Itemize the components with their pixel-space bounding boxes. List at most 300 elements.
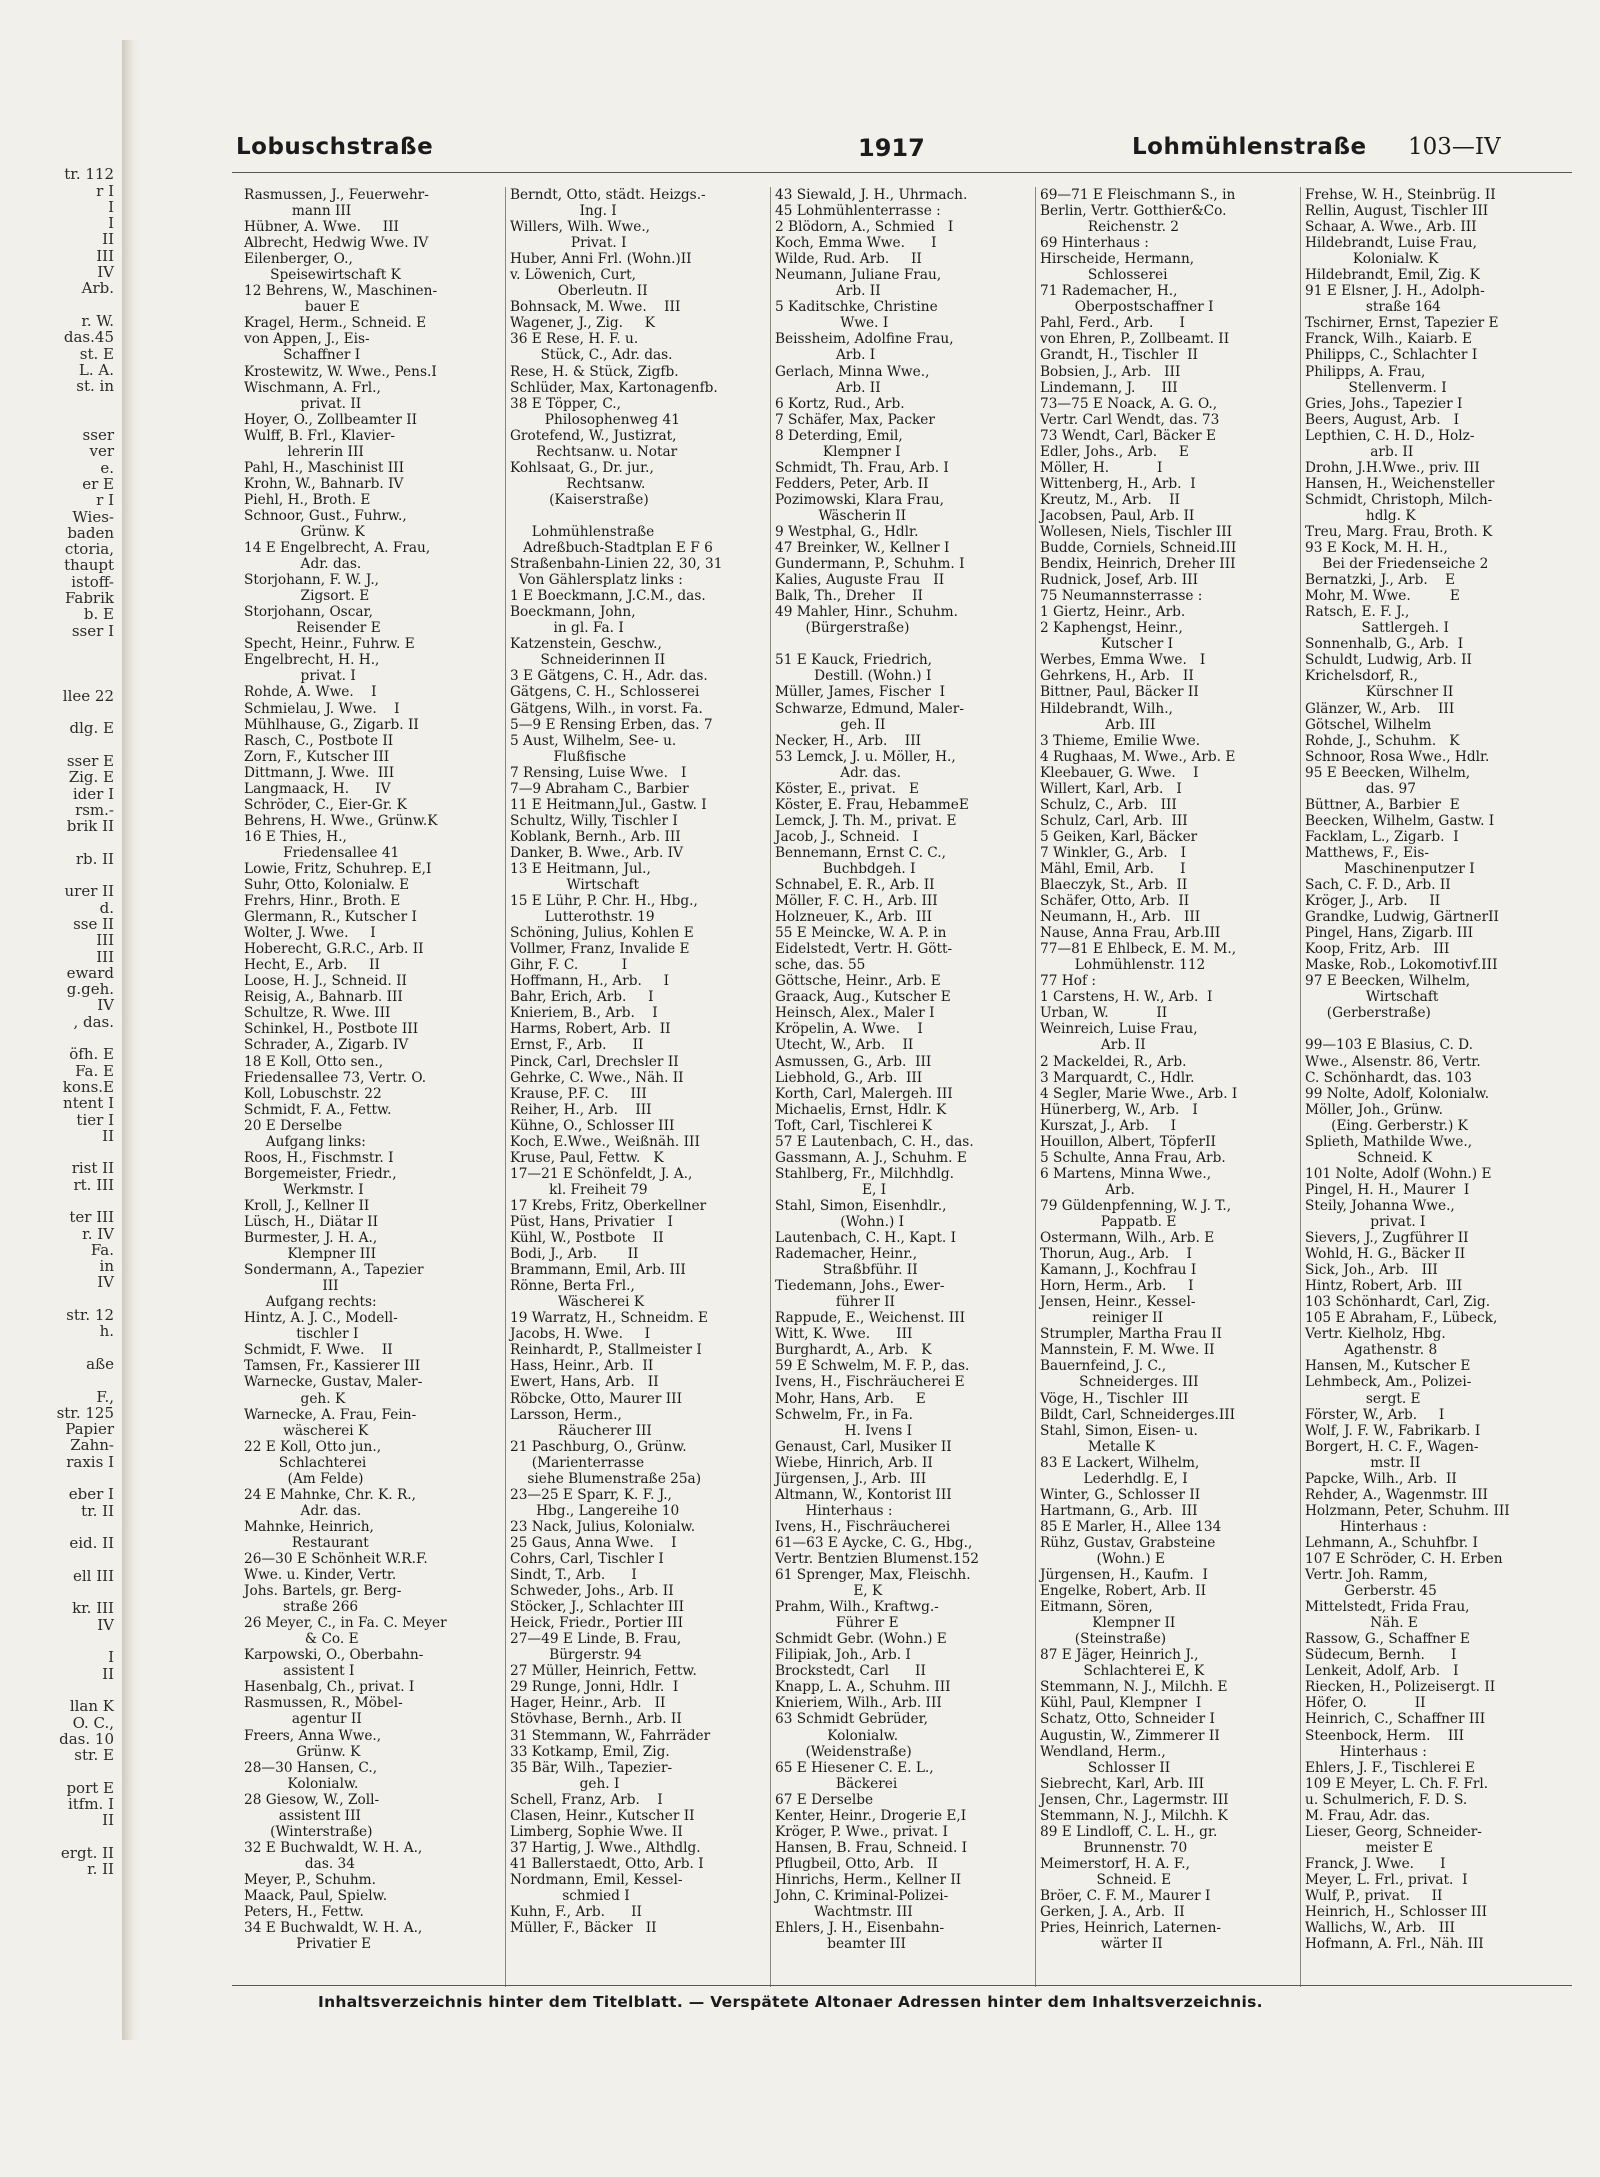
directory-entry: Rassow, G., Schaffner E [1305, 1631, 1470, 1648]
directory-entry: Jensen, Chr., Lagermstr. III [1040, 1791, 1229, 1808]
strip-line: Fabrik [65, 589, 114, 608]
directory-entry: Clasen, Heinr., Kutscher II [510, 1807, 695, 1824]
directory-entry: Möller, H. I [1040, 459, 1163, 476]
directory-entry: 33 Kotkamp, Emil, Zig. [510, 1743, 670, 1760]
strip-line: F., [96, 1387, 114, 1406]
strip-line [0, 1584, 118, 1600]
directory-entry: 101 Nolte, Adolf (Wohn.) E [1305, 1165, 1492, 1182]
directory-entry: das. 34 [244, 1855, 355, 1872]
directory-entry: 69—71 E Fleischmann S., in [1040, 187, 1236, 203]
directory-entry: Lowie, Fritz, Schuhrep. E,I [244, 860, 432, 877]
directory-entry: (Gerberstraße) [1305, 1005, 1431, 1022]
header-page-number: 103—IV [1408, 134, 1501, 160]
directory-entry: Kamann, J., Kochfrau I [1040, 1262, 1197, 1279]
strip-line: e. [100, 458, 114, 477]
directory-entry: Hinterhaus : [1305, 1518, 1427, 1535]
strip-line: itfm. I [67, 1794, 114, 1813]
footer-rule [232, 1985, 1572, 1986]
directory-entry: 5 Aust, Wilhelm, See- u. [510, 732, 677, 749]
directory-entry: Kröger, P. Wwe., privat. I [775, 1823, 948, 1840]
directory-entry: Kragel, Herm., Schneid. E [244, 315, 427, 332]
directory-entry: Schinkel, H., Postbote III [244, 1021, 419, 1038]
directory-entry: Limberg, Sophie Wwe. II [510, 1823, 683, 1840]
directory-entry: John, C. Kriminal-Polizei- [775, 1887, 949, 1904]
strip-line [0, 639, 118, 655]
directory-entry: 24 E Mahnke, Chr. K. R., [244, 1486, 416, 1503]
directory-entry: Johs. Bartels, gr. Berg- [244, 1583, 402, 1600]
directory-entry: Wohld, H. G., Bäcker II [1305, 1246, 1466, 1263]
directory-entry: Knapp, L. A., Schuhm. III [775, 1679, 951, 1696]
directory-entry: Fedders, Peter, Arb. II [775, 475, 929, 492]
directory-entry: 55 E Meincke, W. A. P. in [775, 925, 947, 942]
directory-entry: Schultze, R. Wwe. III [244, 1005, 391, 1022]
directory-entry: Rechtsanw. [510, 475, 646, 492]
strip-line [0, 297, 118, 313]
directory-entry: 5 Kaditschke, Christine [775, 299, 938, 316]
directory-entry: Tamsen, Fr., Kassierer III [244, 1358, 421, 1375]
directory-entry: Knieriem, Wilh., Arb. III [775, 1695, 942, 1712]
directory-entry: 21 Paschburg, O., Grünw. [510, 1438, 687, 1455]
directory-entry: Altmann, W., Kontorist III [775, 1486, 952, 1503]
directory-entry: Hildebrandt, Emil, Zig. K [1305, 267, 1480, 284]
directory-column-2 [505, 187, 764, 1987]
directory-entry: Mohr, M. Wwe. E [1305, 588, 1460, 605]
directory-entry: Stahl, Simon, Eisen- u. [1040, 1422, 1198, 1439]
strip-line: I [108, 1648, 114, 1667]
directory-entry: Bildt, Carl, Schneiderges.III [1040, 1406, 1236, 1423]
strip-line: st. E [79, 344, 114, 363]
directory-entry: 71 Rademacher, H., [1040, 283, 1178, 300]
directory-entry: Piehl, H., Broth. E [244, 491, 371, 508]
directory-entry: Wäscherin II [775, 507, 907, 524]
directory-entry: Wischmann, A. Frl., [244, 379, 381, 396]
directory-entry: 45 Lohmühlenterrasse : [775, 203, 941, 220]
strip-line: llee 22 [62, 686, 114, 705]
directory-entry: Vöge, H., Tischler III [1040, 1390, 1189, 1407]
directory-entry: Stahlberg, Fr., Milchhdlg. [775, 1165, 955, 1182]
directory-entry: 5 Geiken, Karl, Bäcker [1040, 828, 1198, 845]
directory-entry: 36 E Rese, H. F. u. [510, 331, 639, 348]
directory-entry: Grünw. K [244, 523, 365, 540]
directory-entry: 28 Giesow, W., Zoll- [244, 1791, 380, 1808]
directory-entry: Adr. das. [244, 556, 362, 573]
directory-entry: Buchbdgeh. I [775, 860, 916, 877]
directory-entry: 1 Giertz, Heinr., Arb. [1040, 604, 1186, 621]
directory-entry: u. Schulmerich, F. D. S. [1305, 1791, 1468, 1808]
directory-entry: Bodi, J., Arb. II [510, 1246, 639, 1263]
page-header [230, 134, 1560, 166]
directory-entry: 20 E Derselbe [244, 1117, 343, 1134]
strip-line: in [99, 1257, 114, 1276]
directory-entry: Mittelstedt, Frida Frau, [1305, 1599, 1470, 1616]
directory-entry: 79 Güldenpfenning, W. J. T., [1040, 1197, 1232, 1214]
directory-entry: Sievers, J., Zugführer II [1305, 1230, 1469, 1247]
directory-entry: Krause, P.F. C. III [510, 1085, 647, 1102]
directory-entry: Klempner III [244, 1246, 376, 1263]
directory-entry: Straßbführ. II [775, 1262, 918, 1279]
directory-entry: Kolonialw. K [1305, 251, 1439, 268]
directory-entry: (Eing. Gerberstr.) K [1305, 1117, 1468, 1134]
strip-line: eward [66, 963, 114, 982]
directory-entry: Danker, B. Wwe., Arb. IV [510, 844, 683, 861]
strip-line [0, 394, 118, 410]
directory-entry: Bäckerei [775, 1775, 898, 1792]
directory-entry: Glänzer, W., Arb. III [1305, 700, 1455, 717]
strip-line: raxis I [66, 1452, 114, 1471]
directory-entry: Hasenbalg, Ch., privat. I [244, 1679, 415, 1696]
directory-entry: Strumpler, Martha Frau II [1040, 1326, 1222, 1343]
directory-entry: Stellenverm. I [1305, 379, 1447, 396]
strip-line: r I [96, 181, 114, 200]
directory-entry: Stahl, Simon, Eisenhdlr., [775, 1197, 947, 1214]
directory-entry: Neumann, Juliane Frau, [775, 267, 942, 284]
directory-entry: Franck, J. Wwe. I [1305, 1855, 1446, 1872]
directory-entry: Wirtschaft [510, 877, 640, 894]
directory-entry: Schneiderinnen II [510, 652, 666, 669]
directory-entry: Utecht, W., Arb. II [775, 1037, 914, 1054]
directory-entry: Hoffmann, H., Arb. I [510, 973, 670, 990]
directory-entry: Hirscheide, Hermann, [1040, 251, 1195, 268]
directory-entry: Lemck, J. Th. M., privat. E [775, 812, 957, 829]
directory-entry: Pries, Heinrich, Laternen- [1040, 1920, 1222, 1937]
strip-line: öfh. E [69, 1045, 114, 1064]
strip-line: istoff- [71, 572, 114, 591]
directory-entry: Harms, Robert, Arb. II [510, 1021, 671, 1038]
directory-entry: 38 E Töpper, C., [510, 395, 622, 412]
strip-line: rist II [71, 1159, 114, 1178]
directory-entry: Roos, H., Fischmstr. I [244, 1149, 394, 1166]
directory-entry [506, 508, 764, 524]
directory-entry: Papcke, Wilh., Arb. II [1305, 1470, 1457, 1487]
directory-entry: 26—30 E Schönheit W.R.F. [244, 1550, 428, 1567]
directory-entry: Reisender E [244, 620, 381, 637]
directory-entry: 32 E Buchwaldt, W. H. A., [244, 1839, 423, 1856]
strip-line: III [96, 931, 114, 950]
strip-line: brik II [66, 817, 114, 836]
directory-entry: 53 Lemck, J. u. Möller, H., [775, 748, 956, 765]
directory-entry: Hintz, A. J. C., Modell- [244, 1310, 398, 1327]
directory-entry: Flußfische [510, 748, 627, 765]
directory-entry: Hoyer, O., Zollbeamter II [244, 411, 418, 428]
strip-line: ell III [72, 1566, 114, 1585]
directory-entry: 17—21 E Schönfeldt, J. A., [510, 1165, 693, 1182]
directory-entry: Adreßbuch-Stadtplan E F 6 [510, 540, 713, 557]
directory-entry: Metalle K [1040, 1438, 1156, 1455]
directory-entry: Sonnenhalb, G., Arb. I [1305, 636, 1464, 653]
directory-entry: 107 E Schröder, C. H. Erben [1305, 1550, 1503, 1567]
strip-line [0, 1552, 118, 1568]
directory-entry: Kuhn, F., Arb. II [510, 1904, 642, 1921]
directory-entry: 31 Stemmann, W., Fahrräder [510, 1727, 711, 1744]
directory-entry: Hbg., Langereihe 10 [510, 1502, 680, 1519]
directory-entry: Glermann, R., Kutscher I [244, 909, 417, 926]
directory-entry: Schmidt, Th. Frau, Arb. I [775, 459, 949, 476]
strip-line: d. [99, 898, 114, 917]
directory-entry: Necker, H., Arb. III [775, 732, 922, 749]
directory-entry: privat. II [244, 395, 362, 412]
strip-line [0, 867, 118, 883]
directory-entry: Koblank, Bernh., Arb. III [510, 828, 681, 845]
directory-entry: Schrader, A., Zigarb. IV [244, 1037, 409, 1054]
directory-entry: 57 E Lautenbach, C. H., das. [775, 1133, 974, 1150]
directory-entry: Nause, Anna Frau, Arb.III [1040, 925, 1221, 942]
directory-entry: 2 Kaphengst, Heinr., [1040, 620, 1183, 637]
directory-entry: Eitmann, Sören, [1040, 1599, 1153, 1616]
directory-entry: 89 E Lindloff, C. L. H., gr. [1040, 1823, 1218, 1840]
strip-line: rb. II [75, 849, 114, 868]
directory-entry: wäscherei K [244, 1422, 369, 1439]
directory-entry: Storjohann, F. W. J., [244, 572, 380, 589]
directory-entry: Mohr, Hans, Arb. E [775, 1390, 926, 1407]
directory-entry: Schneiderges. III [1040, 1374, 1199, 1391]
directory-entry: meister E [1305, 1839, 1433, 1856]
directory-entry: straße 164 [1305, 299, 1441, 316]
directory-entry: H. Ivens I [775, 1422, 913, 1439]
strip-line [0, 1372, 118, 1388]
directory-entry: privat. I [1305, 1214, 1426, 1230]
strip-line: er E [82, 474, 114, 493]
strip-line [0, 1829, 118, 1845]
directory-entry: Kutscher I [1040, 636, 1174, 653]
directory-entry: Stöcker, J., Schlachter III [510, 1599, 684, 1616]
header-right-street: Lohmühlenstraße [1132, 134, 1367, 160]
directory-entry: 1 E Boeckmann, J.C.M., das. [510, 588, 706, 605]
directory-entry: Reiher, H., Arb. III [510, 1101, 652, 1118]
directory-entry: Rühz, Gustav, Grabsteine [1040, 1534, 1216, 1551]
directory-entry: von Appen, J., Eis- [244, 331, 370, 348]
directory-entry: Koop, Fritz, Arb. III [1305, 941, 1450, 958]
directory-entry: Aufgang rechts: [244, 1294, 377, 1311]
directory-entry: Röbcke, Otto, Maurer III [510, 1390, 682, 1407]
directory-entry: Frehse, W. H., Steinbrüg. II [1305, 187, 1496, 203]
directory-columns [240, 187, 1580, 1987]
strip-line: das. 10 [59, 1729, 114, 1748]
directory-entry: Wirtschaft [1305, 989, 1439, 1006]
directory-entry: Schlachterei E, K [1040, 1663, 1205, 1680]
directory-entry: Brammann, Emil, Arb. III [510, 1262, 686, 1279]
directory-entry: Bernatzki, J., Arb. E [1305, 572, 1456, 589]
directory-entry: 3 Marquardt, C., Hdlr. [1040, 1069, 1195, 1086]
strip-line: r I [96, 491, 114, 510]
directory-entry: 28—30 Hansen, C., [244, 1759, 378, 1776]
directory-entry: Kenter, Heinr., Drogerie E,I [775, 1807, 967, 1824]
directory-entry: Matthews, F., Eis- [1305, 844, 1429, 861]
directory-entry: Koll, Lobuschstr. 22 [244, 1085, 382, 1102]
directory-entry: Rellin, August, Tischler III [1305, 203, 1489, 220]
directory-entry: Kühl, Paul, Klempner I [1040, 1695, 1202, 1712]
directory-entry: Schuldt, Ludwig, Arb. II [1305, 652, 1472, 669]
directory-entry: Lutterothstr. 19 [510, 909, 655, 926]
directory-entry: Langmaack, H. IV [244, 780, 391, 797]
strip-line [0, 1340, 118, 1356]
directory-entry: Wolf, J. F. W., Fabrikarb. I [1305, 1422, 1481, 1439]
directory-entry: 7 Winkler, G., Arb. I [1040, 844, 1187, 861]
directory-entry: Hager, Heinr., Arb. II [510, 1695, 666, 1712]
directory-entry: Grünw. K [244, 1743, 361, 1760]
strip-line [0, 1030, 118, 1046]
strip-line: Fa. E [75, 1061, 114, 1080]
directory-entry: das. 97 [1305, 780, 1416, 797]
directory-entry: 17 Krebs, Fritz, Oberkellner [510, 1197, 707, 1214]
directory-entry: (Marienterrasse [510, 1454, 645, 1471]
directory-entry: Göttsche, Heinr., Arb. E [775, 973, 941, 990]
directory-column-5 [1300, 187, 1559, 1987]
directory-entry: 25 Gaus, Anna Wwe. I [510, 1534, 677, 1551]
directory-entry: Schaffner I [244, 347, 361, 364]
directory-entry: Jürgensen, H., Kaufm. I [1040, 1567, 1208, 1584]
directory-entry: assistent I [244, 1663, 355, 1680]
directory-entry: Kolonialw. [775, 1727, 899, 1744]
directory-entry: Gerberstr. 45 [1305, 1583, 1437, 1600]
directory-entry: Müller, F., Bäcker II [510, 1920, 657, 1937]
directory-entry: Rese, H. & Stück, Zigfb. [510, 363, 679, 380]
directory-entry: Schröder, C., Eier-Gr. K [244, 796, 407, 813]
directory-entry: Hartmann, G., Arb. III [1040, 1502, 1198, 1519]
directory-entry: v. Löwenich, Curt, [510, 267, 637, 284]
directory-entry: Mannstein, F. M. Wwe. II [1040, 1342, 1215, 1359]
strip-line: ntent I [63, 1094, 114, 1113]
directory-entry: 85 E Marler, H., Allee 134 [1040, 1518, 1222, 1535]
directory-entry: Zorn, F., Kutscher III [244, 748, 390, 765]
directory-entry: Schlosser II [1040, 1759, 1171, 1776]
directory-entry: Meyer, P., Schuhm. [244, 1871, 376, 1888]
directory-entry: Lohmühlenstraße [510, 523, 655, 540]
directory-entry: geh. K [244, 1390, 346, 1407]
directory-entry: C. Schönhardt, das. 103 [1305, 1069, 1472, 1086]
directory-entry: Neumann, H., Arb. III [1040, 909, 1201, 926]
strip-line: I [108, 214, 114, 233]
directory-entry: führer II [775, 1294, 895, 1311]
directory-entry: Destill. (Wohn.) I [775, 668, 932, 685]
directory-entry: 7—9 Abraham C., Barbier [510, 780, 689, 797]
directory-entry: Hansen, H., Weichensteller [1305, 475, 1495, 492]
strip-line: r. II [87, 1860, 114, 1879]
directory-entry: Willers, Wilh. Wwe., [510, 219, 651, 236]
directory-entry: Tschirner, Ernst, Tapezier E [1305, 315, 1499, 332]
directory-entry: Schneid. E [1040, 1871, 1172, 1888]
directory-entry: agentur II [244, 1711, 362, 1728]
directory-entry: Brockstedt, Carl II [775, 1663, 926, 1680]
directory-entry: siehe Blumenstraße 25a) [510, 1470, 702, 1487]
directory-entry: Lehmbeck, Am., Polizei- [1305, 1374, 1472, 1391]
strip-line: IV [97, 1273, 114, 1292]
directory-entry: Steily, Johanna Wwe., [1305, 1197, 1455, 1214]
directory-entry: Schmidt, F. Wwe. II [244, 1342, 393, 1359]
directory-entry: Lepthien, C. H. D., Holz- [1305, 427, 1475, 444]
strip-line [0, 704, 118, 720]
directory-entry: Rademacher, Heinr., [775, 1246, 918, 1263]
directory-entry: Gassmann, A. J., Schuhm. E [775, 1149, 967, 1166]
directory-entry: bauer E [244, 299, 360, 316]
directory-entry: Urban, W. II [1040, 1005, 1168, 1022]
directory-entry: Willert, Karl, Arb. I [1040, 780, 1182, 797]
directory-entry: Lindemann, J. III [1040, 379, 1178, 396]
directory-entry: Rasch, C., Postbote II [244, 732, 394, 749]
directory-entry: Pingel, Hans, Zigarb. III [1305, 925, 1474, 942]
directory-entry: 95 E Beecken, Wilhelm, [1305, 764, 1471, 781]
directory-entry: Huber, Anni Frl. (Wohn.)II [510, 251, 692, 268]
directory-entry: 16 E Thies, H., [244, 828, 347, 845]
directory-entry: Schmidt, F. A., Fettw. [244, 1101, 392, 1118]
directory-entry: 43 Siewald, J. H., Uhrmach. [775, 187, 968, 203]
strip-line: rsm.- [75, 800, 114, 819]
directory-entry: (Am Felde) [244, 1470, 364, 1487]
directory-entry: 11 E Heitmann,Jul., Gastw. I [510, 796, 707, 813]
directory-entry: Cohrs, Carl, Tischler I [510, 1550, 664, 1567]
directory-entry: Jacobs, H. Wwe. I [510, 1326, 651, 1343]
directory-entry: 97 E Beecken, Wilhelm, [1305, 973, 1471, 990]
strip-line: sser I [71, 621, 114, 640]
directory-entry: Stemmann, N. J., Milchh. K [1040, 1807, 1228, 1824]
directory-entry: Rudnick, Josef, Arb. III [1040, 572, 1198, 589]
strip-line: Fa. [90, 1240, 114, 1259]
directory-entry: Beecken, Wilhelm, Gastw. I [1305, 812, 1495, 829]
directory-entry: Götschel, Wilhelm [1305, 716, 1432, 733]
directory-entry: 5—9 E Rensing Erben, das. 7 [510, 716, 713, 733]
directory-entry: Koch, E.Wwe., Weißnäh. III [510, 1133, 700, 1150]
directory-entry: Rehder, A., Wagenmstr. III [1305, 1486, 1488, 1503]
directory-entry: Wiebe, Hinrich, Arb. II [775, 1454, 933, 1471]
directory-entry: 9 Westphal, G., Hdlr. [775, 523, 919, 540]
directory-entry: reiniger II [1040, 1310, 1163, 1327]
directory-entry: Pinck, Carl, Drechsler II [510, 1053, 679, 1070]
header-left-street: Lobuschstraße [236, 134, 434, 160]
directory-entry: Wwe. u. Kinder, Vertr. [244, 1567, 397, 1584]
directory-entry: Suhr, Otto, Kolonialw. E [244, 877, 410, 894]
directory-entry: Beers, August, Arb. I [1305, 411, 1460, 428]
strip-line: kons.E [62, 1077, 114, 1096]
directory-entry: Rasmussen, J., Feuerwehr- [244, 187, 429, 203]
strip-line: str. E [74, 1746, 114, 1765]
strip-line: baden [67, 523, 114, 542]
directory-entry: Treu, Marg. Frau, Broth. K [1305, 523, 1493, 540]
directory-entry: Burmester, J. H. A., [244, 1230, 378, 1247]
directory-entry: Ernst, F., Arb. II [510, 1037, 644, 1054]
directory-entry: 63 Schmidt Gebrüder, [775, 1711, 929, 1728]
directory-entry: Gries, Johs., Tapezier I [1305, 395, 1463, 412]
strip-line: ver [89, 442, 114, 461]
directory-entry: Philipps, C., Schlachter I [1305, 347, 1478, 364]
directory-entry: Meimerstorf, H. A. F., [1040, 1855, 1190, 1872]
directory-entry: Müller, James, Fischer I [775, 684, 946, 701]
directory-entry: Behrens, H. Wwe., Grünw.K [244, 812, 438, 829]
directory-entry: Pahl, Ferd., Arb. I [1040, 315, 1185, 332]
strip-line [0, 1763, 118, 1779]
directory-entry: (Steinstraße) [1040, 1631, 1167, 1648]
strip-line [0, 1519, 118, 1535]
directory-entry: 8 Deterding, Emil, [775, 427, 903, 444]
directory-entry: sche, das. 55 [775, 957, 866, 974]
directory-entry: Bauernfeind, J. C., [1040, 1358, 1167, 1375]
directory-entry: wärter II [1040, 1936, 1163, 1953]
strip-line: I [108, 197, 114, 216]
strip-line: b. E [83, 605, 114, 624]
directory-entry: Genaust, Carl, Musiker II [775, 1438, 952, 1455]
directory-entry: Sattlergeh. I [1305, 620, 1449, 637]
directory-entry: 2 Blödorn, A., Schmied I [775, 219, 954, 236]
directory-entry: Rohde, A. Wwe. I [244, 684, 377, 701]
directory-column-3 [770, 187, 1029, 1987]
directory-entry: Wolter, J. Wwe. I [244, 925, 376, 942]
directory-entry: Pozimowski, Klara Frau, [775, 491, 945, 508]
strip-line: llan K [69, 1697, 114, 1716]
directory-entry: Zigsort. E [244, 588, 370, 605]
directory-entry: 61—63 E Aycke, C. G., Hbg., [775, 1534, 973, 1551]
directory-entry: M. Frau, Adr. das. [1305, 1807, 1431, 1824]
directory-entry: Lieser, Georg, Schneider- [1305, 1823, 1482, 1840]
directory-entry: geh. II [775, 716, 886, 733]
strip-line: g.geh. [66, 980, 114, 999]
